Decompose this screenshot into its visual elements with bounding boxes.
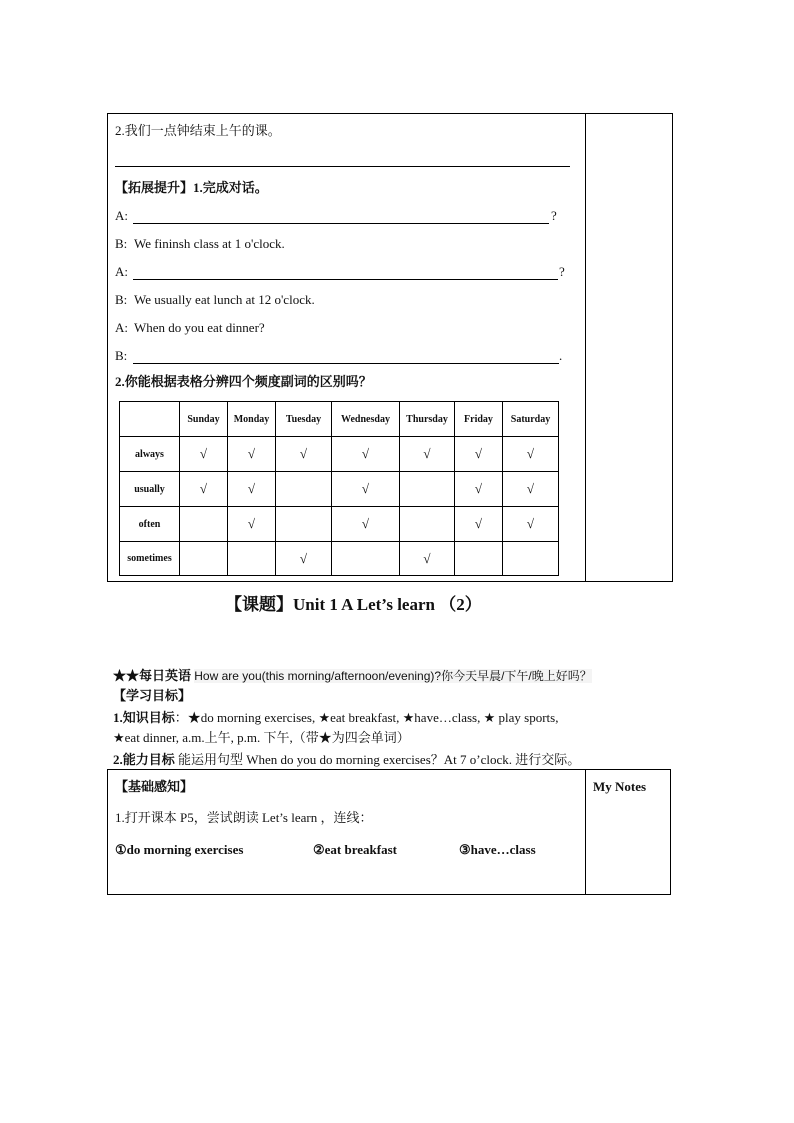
table-row	[120, 472, 559, 507]
tick-cell	[180, 437, 228, 472]
tick-cell	[276, 507, 332, 542]
tick-cell	[400, 437, 455, 472]
tick-cell	[455, 437, 503, 472]
check-mark-icon: √	[199, 481, 208, 496]
dialog-end-3: ?	[559, 264, 565, 279]
answer-line-q2	[115, 166, 570, 167]
daily-english-line	[113, 668, 592, 684]
tick-cell	[180, 542, 228, 576]
extend-heading	[115, 180, 268, 196]
check-mark-icon: √	[299, 446, 308, 461]
check-mark-icon: √	[423, 550, 431, 566]
basic-section-header: 【基础感知】	[115, 779, 194, 794]
row-label: usually	[120, 472, 180, 507]
dialog-speaker-5: A:	[115, 320, 128, 335]
tick-cell	[503, 472, 559, 507]
tick-cell	[180, 472, 228, 507]
dialog-end-6: .	[559, 348, 563, 363]
dialog-answer-line-3	[133, 279, 558, 280]
day-header: Sunday	[180, 402, 228, 437]
day-header: Saturday	[503, 402, 559, 437]
frequency-table	[119, 401, 559, 576]
daily-english-label: ★★每日英语	[113, 668, 192, 683]
check-mark-icon: √	[474, 516, 483, 531]
tick-cell	[276, 542, 332, 576]
dialog-speaker-3: A:	[115, 264, 128, 279]
check-mark-icon: √	[247, 481, 256, 496]
tick-cell	[455, 507, 503, 542]
vocab-item: ③have…class	[459, 842, 536, 857]
table-row	[120, 507, 559, 542]
knowledge-goal-line2: ★eat dinner, a.m.上午, p.m. 下午,（带★为四会单词）	[113, 730, 410, 745]
task2-heading: 2.你能根据表格分辨四个频度副词的区别吗？	[115, 374, 372, 389]
table-row	[120, 542, 559, 576]
tick-cell	[180, 507, 228, 542]
check-mark-icon: √	[199, 446, 208, 461]
check-mark-icon: √	[526, 481, 535, 496]
daily-english-text: How are you(this morning/afternoon/evening)?你今天早晨/下午/晚上好吗？	[194, 669, 592, 683]
ability-goal-line	[113, 752, 580, 768]
notes-column-divider	[585, 770, 586, 894]
tick-cell	[400, 472, 455, 507]
check-mark-icon: √	[247, 516, 256, 531]
day-header: Wednesday	[332, 402, 400, 437]
dialog-speaker-6: B:	[115, 348, 128, 363]
ability-goal-label: 2.能力目标	[113, 752, 175, 767]
basic-instruction: 1.打开课本 P5，尝试朗读 Let’s learn ，连线：	[115, 810, 373, 825]
tick-cell	[228, 507, 276, 542]
check-mark-icon: √	[423, 446, 431, 461]
check-mark-icon: √	[361, 481, 370, 496]
tick-cell	[400, 542, 455, 576]
notes-column-divider	[585, 114, 586, 581]
tick-cell	[455, 542, 503, 576]
ability-goal-text: 能运用句型 When do you do morning exercises？At 7 o’clock. 进行交际。	[174, 752, 581, 767]
top-worksheet-box	[107, 113, 673, 582]
extend-task1: 1.完成对话。	[193, 180, 268, 195]
dialog-text-4: We usually eat lunch at 12 o'clock.	[134, 292, 315, 307]
tick-cell	[332, 507, 400, 542]
knowledge-goal-text: ：★do morning exercises, ★eat breakfast, ★have…class, ★ play sports,	[174, 710, 559, 725]
dialog-speaker-4: B:	[115, 292, 128, 307]
tick-cell	[503, 507, 559, 542]
dialog-speaker-2: B:	[115, 236, 128, 251]
row-label: always	[120, 437, 180, 472]
vocab-item: ②eat breakfast	[313, 842, 397, 857]
day-header: Tuesday	[276, 402, 332, 437]
dialog-answer-line-6	[133, 363, 559, 364]
dialog-text-2: We fininsh class at 1 o'clock.	[134, 236, 285, 251]
tick-cell	[228, 542, 276, 576]
day-header: Monday	[228, 402, 276, 437]
check-mark-icon: √	[247, 446, 256, 461]
dialog-end-1: ?	[551, 208, 557, 223]
check-mark-icon: √	[474, 481, 483, 496]
table-row	[120, 437, 559, 472]
extend-header: 【拓展提升】	[115, 180, 194, 195]
vocab-item: ①do morning exercises	[115, 842, 244, 857]
basic-section-box	[107, 769, 671, 895]
dialog-text-5: When do you eat dinner?	[134, 320, 265, 335]
tick-cell	[503, 542, 559, 576]
check-mark-icon: √	[361, 516, 370, 531]
day-header: Friday	[455, 402, 503, 437]
day-header: Thursday	[400, 402, 455, 437]
tick-cell	[455, 472, 503, 507]
my-notes-title: My Notes	[593, 779, 647, 794]
tick-cell	[332, 472, 400, 507]
table-corner-cell	[120, 402, 180, 437]
tick-cell	[332, 542, 400, 576]
knowledge-goal-label: 1.知识目标	[113, 710, 175, 725]
row-label: often	[120, 507, 180, 542]
tick-cell	[276, 437, 332, 472]
check-mark-icon: √	[361, 446, 370, 461]
row-label: sometimes	[120, 542, 180, 576]
q2-sentence: 2.我们一点钟结束上午的课。	[115, 123, 281, 138]
dialog-answer-line-1	[133, 223, 549, 224]
check-mark-icon: √	[474, 446, 483, 461]
lesson-title: 【课题】Unit 1 A Let’s learn （2）	[225, 595, 482, 614]
tick-cell	[228, 437, 276, 472]
tick-cell	[332, 437, 400, 472]
tick-cell	[503, 437, 559, 472]
check-mark-icon: √	[299, 550, 308, 566]
tick-cell	[228, 472, 276, 507]
check-mark-icon: √	[526, 516, 535, 531]
check-mark-icon: √	[526, 446, 535, 461]
tick-cell	[276, 472, 332, 507]
table-header-row	[120, 402, 559, 437]
tick-cell	[400, 507, 455, 542]
goals-header: 【学习目标】	[113, 688, 192, 703]
dialog-speaker-1: A:	[115, 208, 128, 223]
knowledge-goal-line1	[113, 710, 558, 726]
